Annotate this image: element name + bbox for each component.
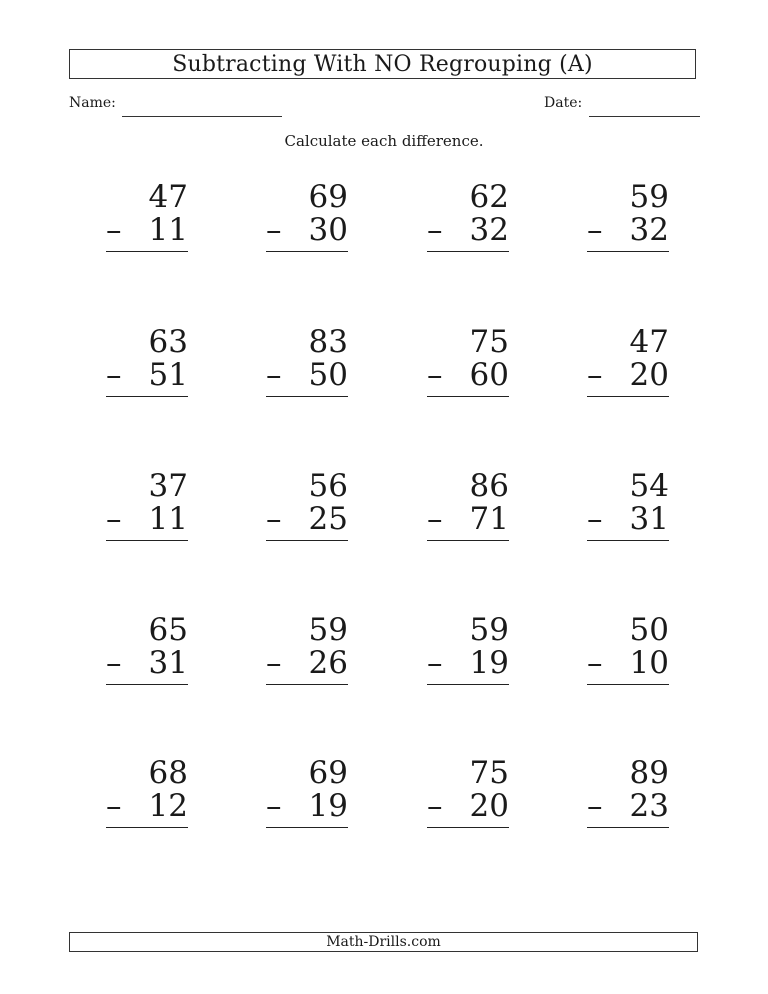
subtrahend: 60: [469, 357, 509, 393]
answer-line: [587, 684, 669, 685]
minuend: 75: [469, 755, 509, 791]
minuend: 54: [629, 468, 669, 504]
date-field-line[interactable]: [589, 116, 700, 117]
answer-line: [106, 684, 188, 685]
answer-line: [266, 396, 348, 397]
footer-text: Math-Drills.com: [326, 934, 441, 950]
minuend: 56: [308, 468, 348, 504]
subtrahend: 32: [469, 212, 509, 248]
subtraction-problem: [266, 181, 348, 261]
minuend: 47: [148, 179, 188, 215]
subtrahend: 20: [469, 788, 509, 824]
minus-sign: –: [106, 645, 122, 681]
subtraction-problem: [587, 326, 669, 406]
minuend: 75: [469, 324, 509, 360]
answer-line: [266, 684, 348, 685]
minuend: 37: [148, 468, 188, 504]
subtraction-problem: [587, 181, 669, 261]
answer-line: [427, 827, 509, 828]
minus-sign: –: [427, 212, 443, 248]
minus-sign: –: [587, 501, 603, 537]
answer-line: [587, 251, 669, 252]
minuend: 63: [148, 324, 188, 360]
subtrahend: 50: [308, 357, 348, 393]
subtraction-problem: [266, 757, 348, 837]
minuend: 50: [629, 612, 669, 648]
minuend: 83: [308, 324, 348, 360]
minuend: 65: [148, 612, 188, 648]
answer-line: [106, 827, 188, 828]
minus-sign: –: [106, 212, 122, 248]
answer-line: [587, 396, 669, 397]
subtraction-problem: [106, 614, 188, 694]
subtraction-problem: [587, 470, 669, 550]
subtraction-problem: [587, 757, 669, 837]
minus-sign: –: [587, 357, 603, 393]
footer: [69, 932, 698, 952]
subtraction-problem: [106, 181, 188, 261]
date-label: Date:: [544, 95, 583, 111]
minuend: 62: [469, 179, 509, 215]
answer-line: [266, 827, 348, 828]
subtraction-problem: [587, 614, 669, 694]
name-label: Name:: [69, 95, 116, 111]
subtrahend: 25: [308, 501, 348, 537]
subtrahend: 31: [148, 645, 188, 681]
minus-sign: –: [106, 788, 122, 824]
minuend: 59: [629, 179, 669, 215]
answer-line: [427, 540, 509, 541]
answer-line: [266, 540, 348, 541]
subtrahend: 26: [308, 645, 348, 681]
minus-sign: –: [266, 645, 282, 681]
answer-line: [106, 540, 188, 541]
subtraction-problem: [106, 757, 188, 837]
subtrahend: 71: [469, 501, 509, 537]
subtraction-problem: [266, 326, 348, 406]
minus-sign: –: [266, 357, 282, 393]
minus-sign: –: [266, 501, 282, 537]
subtraction-problem: [266, 614, 348, 694]
subtrahend: 19: [308, 788, 348, 824]
minuend: 69: [308, 755, 348, 791]
minuend: 89: [629, 755, 669, 791]
minuend: 47: [629, 324, 669, 360]
name-field-line[interactable]: [122, 116, 282, 117]
subtraction-problem: [106, 326, 188, 406]
minus-sign: –: [266, 788, 282, 824]
minuend: 59: [308, 612, 348, 648]
minus-sign: –: [427, 645, 443, 681]
answer-line: [106, 396, 188, 397]
subtraction-problem: [427, 757, 509, 837]
subtrahend: 12: [148, 788, 188, 824]
minus-sign: –: [266, 212, 282, 248]
minuend: 86: [469, 468, 509, 504]
answer-line: [587, 540, 669, 541]
subtrahend: 30: [308, 212, 348, 248]
subtrahend: 32: [629, 212, 669, 248]
subtraction-problem: [106, 470, 188, 550]
subtrahend: 23: [629, 788, 669, 824]
minus-sign: –: [427, 788, 443, 824]
minus-sign: –: [587, 212, 603, 248]
minus-sign: –: [427, 501, 443, 537]
minus-sign: –: [106, 501, 122, 537]
subtrahend: 11: [148, 212, 188, 248]
answer-line: [427, 396, 509, 397]
answer-line: [266, 251, 348, 252]
answer-line: [427, 251, 509, 252]
worksheet-title: [69, 49, 696, 79]
subtraction-problem: [427, 326, 509, 406]
answer-line: [106, 251, 188, 252]
subtrahend: 51: [148, 357, 188, 393]
subtrahend: 19: [469, 645, 509, 681]
minuend: 59: [469, 612, 509, 648]
subtrahend: 10: [629, 645, 669, 681]
subtrahend: 11: [148, 501, 188, 537]
subtraction-problem: [427, 181, 509, 261]
minus-sign: –: [106, 357, 122, 393]
minuend: 68: [148, 755, 188, 791]
worksheet-title-text: Subtracting With NO Regrouping (A): [172, 51, 593, 77]
answer-line: [427, 684, 509, 685]
instructions: Calculate each difference.: [284, 132, 484, 150]
subtrahend: 20: [629, 357, 669, 393]
minus-sign: –: [427, 357, 443, 393]
subtrahend: 31: [629, 501, 669, 537]
minus-sign: –: [587, 645, 603, 681]
minus-sign: –: [587, 788, 603, 824]
minuend: 69: [308, 179, 348, 215]
answer-line: [587, 827, 669, 828]
subtraction-problem: [266, 470, 348, 550]
subtraction-problem: [427, 614, 509, 694]
subtraction-problem: [427, 470, 509, 550]
